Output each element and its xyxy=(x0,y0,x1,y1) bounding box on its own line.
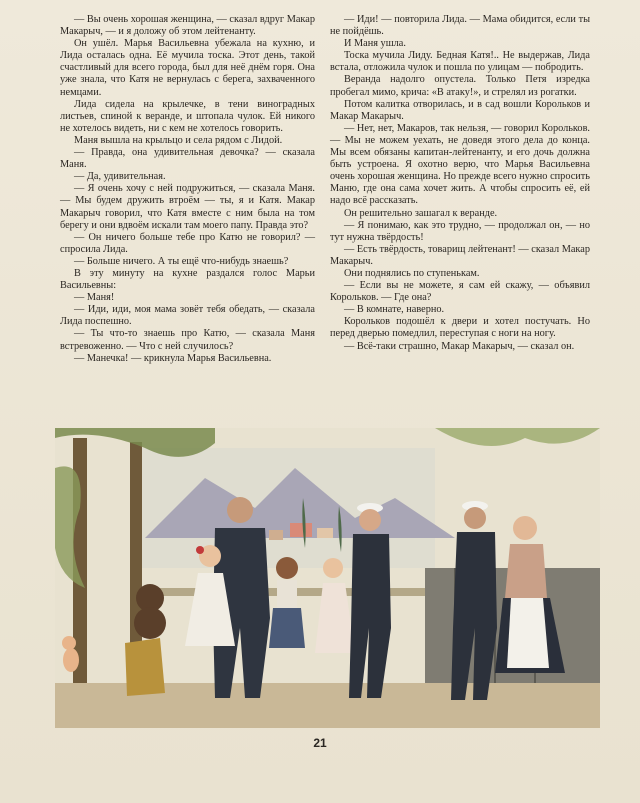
house xyxy=(269,530,283,540)
left-text-column xyxy=(60,14,315,365)
paragraph: — Всё-таки страшно, Макар Макарыч, — сказал он. xyxy=(344,340,575,352)
wicker-chair xyxy=(125,638,165,696)
paragraph: Он решительно зашагал к веранде. xyxy=(344,207,498,219)
paragraph: Корольков подошёл к двери и хотел постучать. Но перед дверью помедлил, переступая с ноги на ногу. xyxy=(330,316,590,340)
paragraph: В эту минуту на кухне раздался голос Марьи Васильевны: xyxy=(60,267,315,292)
paragraph: — Есть твёрдость, товарищ лейтенант! — сказал Макар Макарыч. xyxy=(330,243,590,267)
paragraph: — Правда, она удивительная девочка? — сказала Маня. xyxy=(60,147,315,171)
paragraph: Лида сидела на крылечке, в тени виноградных листьев, спиной к веранде, и штопала чулок. Ей никого не хотелось видеть, ни с кем не хотелось говорить. xyxy=(60,98,315,134)
paragraph: — Вы очень хорошая женщина, — сказал вдруг Макар Макарыч, — и я доложу об этом лейтенанту. xyxy=(60,14,315,38)
paragraph: — Манечка! — крикнула Марья Васильевна. xyxy=(74,352,272,364)
paragraph: — Иди, иди, моя мама зовёт тебя обедать, — сказала Лида поспешно. xyxy=(60,304,315,328)
paragraph: — Он ничего больше тебе про Катю не говорил? — спросила Лида. xyxy=(60,231,315,255)
paragraph: — Ты что-то знаешь про Катю, — сказала Маня встревоженно. — Что с ней случилось? xyxy=(60,328,315,352)
house xyxy=(290,523,312,537)
veranda-illustration xyxy=(55,428,600,728)
girl-figure xyxy=(323,558,343,578)
paragraph: Маня вышла на крыльцо и села рядом с Лидой. xyxy=(74,134,283,146)
boy-figure xyxy=(62,636,76,650)
paragraph: Тоска мучила Лиду. Бедная Катя!.. Не выдержав, Лида встала, отложила чулок и пошла по улицам — побродить. xyxy=(330,50,590,74)
house xyxy=(317,528,333,538)
girl-figure xyxy=(276,557,298,579)
page-number: 21 xyxy=(313,736,327,750)
paragraph: Потом калитка отворилась, и в сад вошли Корольков и Макар Макарыч. xyxy=(330,98,590,122)
paragraph: — Я очень хочу с ней подружиться, — сказала Маня. — Мы будем дружить втроём — ты, я и Катя. Макар Макарыч говорил, что Катя вместе с ним была на том берегу и они вдвоём искали там моего папу. Правда это? xyxy=(60,183,315,231)
paragraph: — Я понимаю, как это трудно, — продолжал он, — но тут нужна твёрдость! xyxy=(330,219,590,243)
paragraph: Он ушёл. Марья Васильевна убежала на кухню, и Лида осталась одна. Её мучила тоска. Этот день, такой счастливый для всего города, был для неё днём горя. Она уже знала, что Катя не вернулась с берега, захваченного немцами. xyxy=(60,38,315,98)
paragraph: — Больше ничего. А ты ещё что-нибудь знаешь? xyxy=(74,255,289,267)
paragraph: Веранда надолго опустела. Только Петя изредка пробегал мимо, крича: «В атаку!», и стрелял из рогатки. xyxy=(330,74,590,98)
paragraph: — Нет, нет, Макаров, так нельзя, — говорил Корольков. — Мы не можем уехать, не доведя этого дела до конца. Мы всем обязаны капитан-лейтенанту, и его дочь должна быть устроена. Я охотно верю, что Марья Васильевна очень хорошая женщина. Но прежде всего нужно спросить Маню, где она сама хочет жить. А чтобы спросить её, ей надо всё рассказать. xyxy=(330,122,590,207)
woman-figure xyxy=(513,516,537,540)
paragraph: — В комнате, наверно. xyxy=(344,304,445,316)
paragraph: Они поднялись по ступенькам. xyxy=(344,267,480,279)
right-text-column xyxy=(330,14,590,353)
paragraph: — Иди! — повторила Лида. — Мама обидится, если ты не пойдёшь. xyxy=(330,14,590,38)
paragraph: — Если вы не можете, я сам ей скажу, — объявил Корольков. — Где она? xyxy=(330,280,590,304)
paragraph: И Маня ушла. xyxy=(344,38,406,50)
man-figure xyxy=(227,497,253,523)
paragraph: — Маня! xyxy=(74,292,115,304)
paragraph: — Да, удивительная. xyxy=(74,171,166,183)
